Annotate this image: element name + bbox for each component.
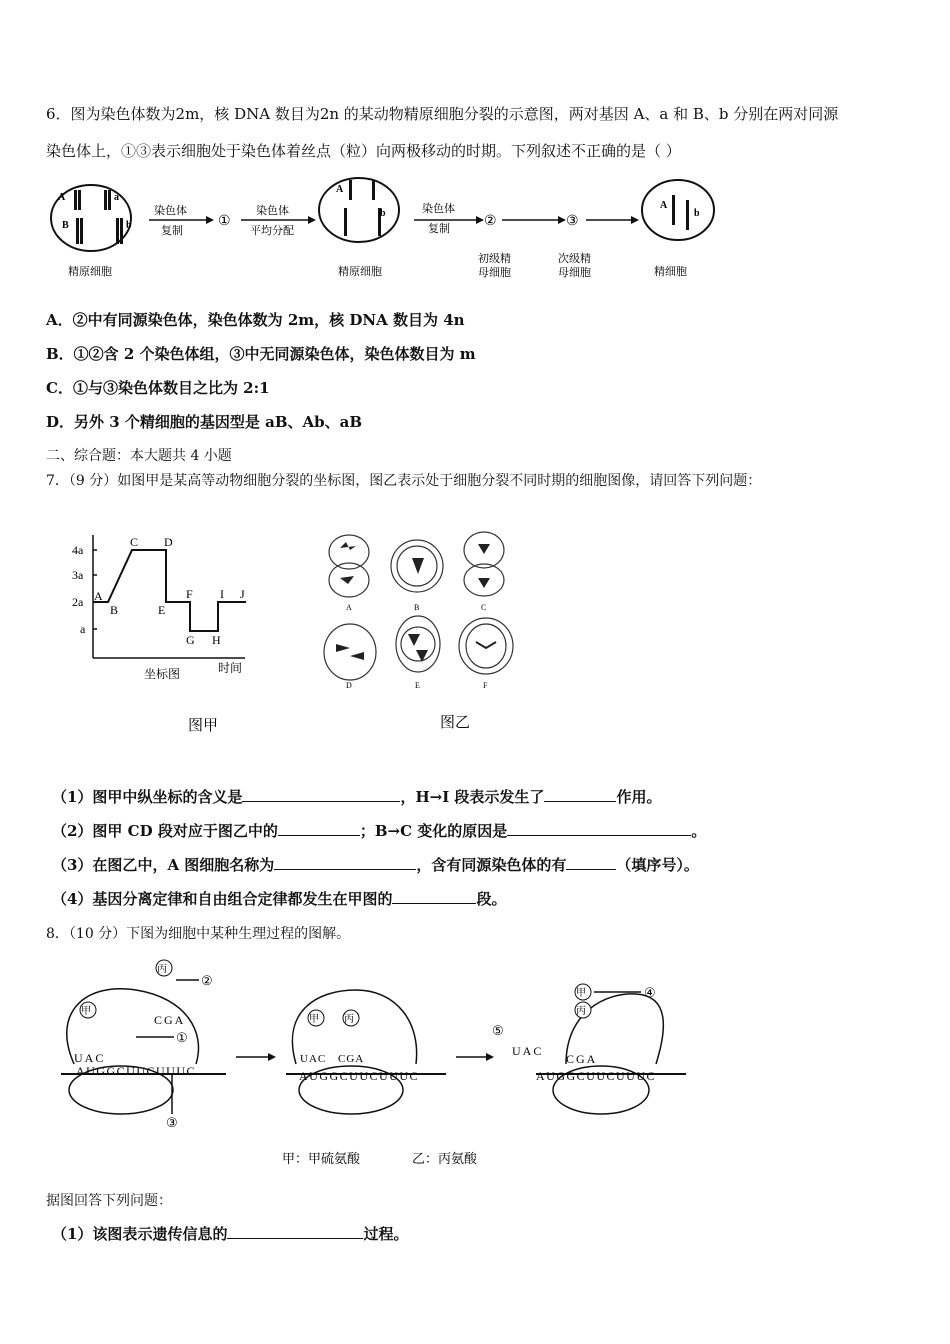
cell-label-F: F [483, 681, 488, 690]
answer-blank[interactable] [227, 1224, 363, 1239]
q7-subq-3: （3）在图乙中，A 图细胞名称为 ，含有同源染色体的有 （填序号）。 [52, 856, 699, 874]
gene-label-A-3: A [660, 200, 668, 211]
point-B: B [110, 603, 119, 617]
bing-label-2: 丙 [344, 1014, 354, 1025]
y-tick-3a: 3a [72, 568, 84, 582]
answer-blank[interactable] [242, 787, 400, 802]
bing-label-1: 丙 [157, 964, 167, 975]
arrow1-bottom-label: 复制 [161, 225, 183, 237]
stage2-label1: 初级精 [478, 253, 511, 265]
cell2-label: 精原细胞 [338, 266, 382, 278]
cell-label-A: A [346, 603, 352, 612]
jia-label-2: 甲 [309, 1014, 319, 1025]
q7-subq-4: （4）基因分离定律和自由组合定律都发生在甲图的 段。 [52, 890, 507, 908]
arrow3-bottom-label: 复制 [428, 223, 450, 235]
q8-subq-1: （1）该图表示遗传信息的 过程。 [52, 1225, 409, 1243]
cell-label-C: C [481, 603, 487, 612]
point-G: G [186, 633, 195, 647]
point-C: C [130, 535, 139, 549]
gene-label-b: b [126, 220, 132, 231]
q6-option-b[interactable]: B．①②含 2 个染色体组，③中无同源染色体，染色体数目为 m [46, 345, 476, 363]
cell3-label: 精细胞 [654, 266, 687, 278]
anticodon-cga-2: CGA [338, 1053, 365, 1065]
q7-graph-jia [60, 530, 260, 740]
anticodon-cga-1: CGA [154, 1013, 186, 1027]
answer-blank[interactable] [544, 787, 616, 802]
point-D: D [164, 535, 173, 549]
mrna-sequence-3: AUGGCUUCUUUC [536, 1069, 657, 1083]
spermatogonium-cell-2 [319, 178, 399, 242]
y-tick-2a: 2a [72, 595, 84, 609]
stage2-label2: 母细胞 [478, 267, 511, 279]
y-tick-a: a [80, 622, 86, 636]
answer-blank[interactable] [278, 821, 360, 836]
arrow2-bottom-label: 平均分配 [250, 225, 294, 237]
answer-blank[interactable] [507, 821, 691, 836]
cell-label-B: B [414, 603, 420, 612]
section-heading: 二、综合题：本大题共 4 小题 [46, 448, 232, 464]
point-E: E [158, 603, 166, 617]
gene-label-A: A [58, 192, 66, 203]
stage2-marker: ② [484, 214, 497, 229]
point-F: F [186, 587, 193, 601]
jia-label-3: 甲 [576, 988, 586, 999]
gene-label-A-2: A [336, 184, 344, 195]
x-axis-label: 时间 [218, 661, 243, 675]
anticodon-uac-2: UAC [300, 1053, 327, 1065]
q8-stem: 8．（10 分）下图为细胞中某种生理过程的图解。 [46, 926, 351, 942]
q7-subq-1: （1）图甲中纵坐标的含义是 ，H→I 段表示发生了 作用。 [52, 788, 662, 806]
stage1-marker: ① [218, 214, 231, 229]
anticodon-cga-3: CGA [566, 1052, 598, 1066]
legend-jia: 甲：甲硫氨酸 [282, 1151, 361, 1166]
marker-4: ④ [644, 985, 656, 1000]
q6-stem-line2: 染色体上，①③表示细胞处于染色体着丝点（粒）向两极移动的时期。下列叙述不正确的是（ ） [46, 142, 681, 160]
cell1-label: 精原细胞 [68, 266, 112, 278]
cell-label-D: D [346, 681, 352, 690]
q6-option-a[interactable]: A．②中有同源染色体，染色体数为 2m，核 DNA 数目为 4n [46, 311, 465, 329]
marker-3: ③ [166, 1115, 178, 1130]
bing-label-3: 丙 [576, 1006, 586, 1017]
anticodon-uac-1: UAC [74, 1051, 106, 1065]
y-tick-4a: 4a [72, 543, 84, 557]
answer-blank[interactable] [274, 855, 416, 870]
q8-prompt: 据图回答下列问题： [46, 1193, 172, 1209]
answer-blank[interactable] [566, 855, 616, 870]
stage3-label2: 母细胞 [558, 267, 591, 279]
point-H: H [212, 633, 221, 647]
q6-stem-line1: 6．图为染色体数为2m，核 DNA 数目为2n 的某动物精原细胞分裂的示意图，两对基因 A、a 和 B、b 分别在两对同源 [46, 105, 839, 123]
marker-1: ① [176, 1030, 188, 1045]
q6-option-d[interactable]: D．另外 3 个精细胞的基因型是 aB、Ab、aB [46, 413, 363, 431]
sperm-cell [642, 180, 714, 240]
point-I: I [220, 587, 224, 601]
q7-cells-yi [320, 530, 520, 740]
q8-translation-diagram [46, 952, 706, 1174]
legend-yi: 乙：丙氨酸 [412, 1151, 478, 1166]
cell-label-E: E [415, 681, 420, 690]
gene-label-B: B [62, 220, 69, 231]
marker-5: ⑤ [492, 1023, 504, 1038]
q6-option-c[interactable]: C．①与③染色体数目之比为 2:1 [46, 379, 270, 397]
point-A: A [94, 589, 103, 603]
fig-jia-label: 图甲 [188, 718, 219, 734]
gene-label-b-2: b [380, 208, 386, 219]
q7-subq-2: （2）图甲 CD 段对应于图乙中的 ；B→C 变化的原因是 。 [52, 822, 707, 840]
gene-label-b-3: b [694, 208, 700, 219]
answer-blank[interactable] [392, 889, 476, 904]
arrow3-top-label: 染色体 [422, 203, 455, 215]
fig-yi-label: 图乙 [440, 715, 471, 731]
mrna-sequence-2: AUGGCUUCUUUC [299, 1069, 420, 1083]
marker-2: ② [201, 973, 213, 988]
point-J: J [240, 587, 245, 601]
gene-label-a: a [114, 192, 119, 203]
anticodon-uac-3: UAC [512, 1044, 544, 1058]
graph-caption: 坐标图 [144, 667, 181, 681]
stage3-marker: ③ [566, 214, 579, 229]
stage3-label1: 次级精 [558, 253, 591, 265]
jia-label-1: 甲 [81, 1006, 91, 1017]
q7-stem: 7．（9 分）如图甲是某高等动物细胞分裂的坐标图，图乙表示处于细胞分裂不同时期的细胞图像，请回答下列问题： [46, 473, 762, 489]
q6-meiosis-diagram [46, 170, 736, 285]
arrow2-top-label: 染色体 [256, 205, 289, 217]
arrow1-top-label: 染色体 [154, 205, 187, 217]
mrna-sequence-1: AUGGCUUCUUUC [76, 1064, 197, 1078]
